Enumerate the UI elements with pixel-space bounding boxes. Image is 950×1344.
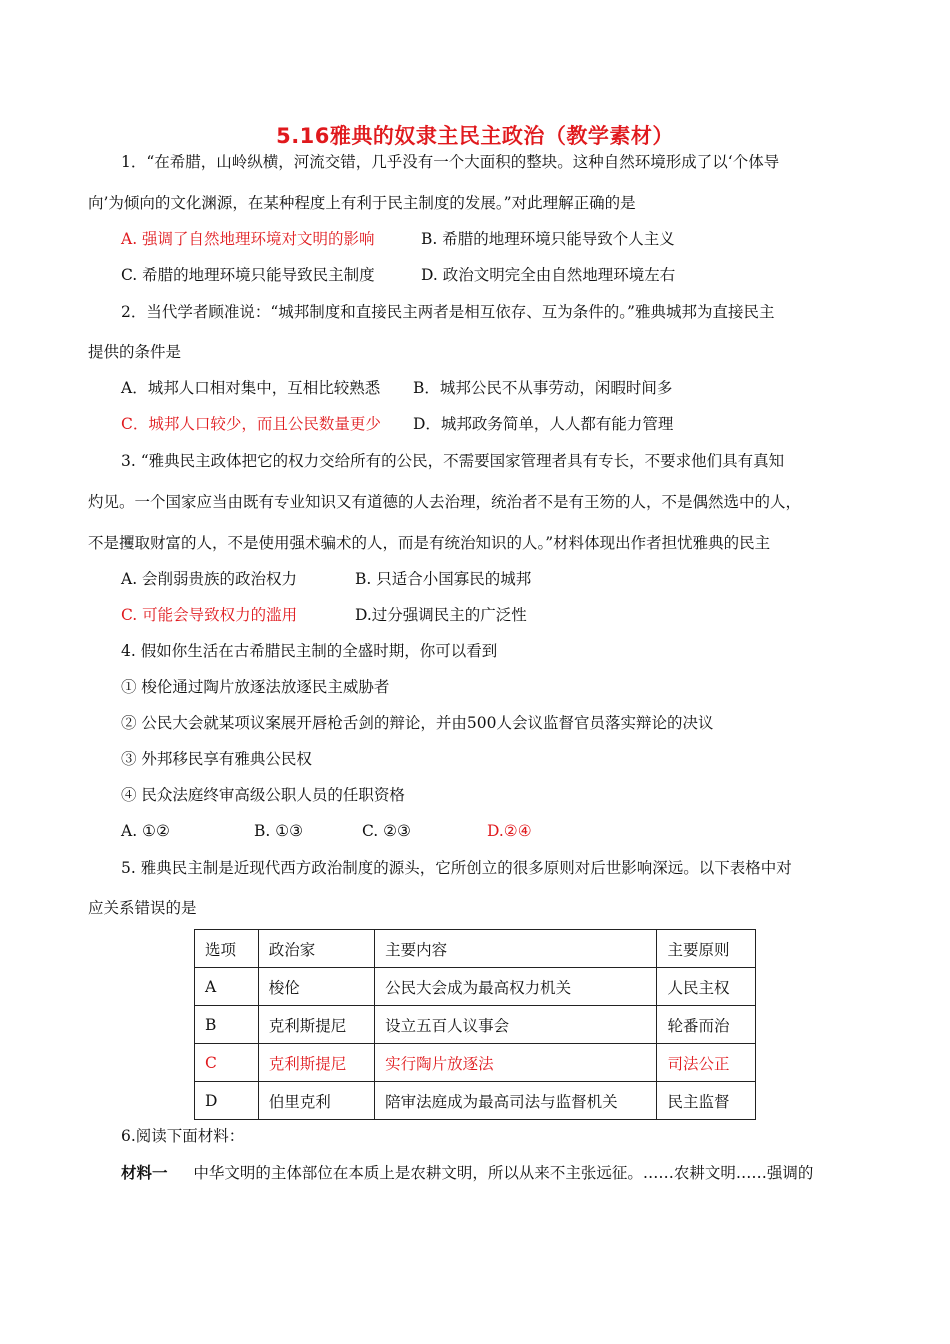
table-cell: 克利斯提尼 (258, 1006, 374, 1044)
q6-material-line (121, 1163, 813, 1183)
table-row (195, 968, 756, 1006)
table-cell: D (195, 1082, 259, 1120)
q4-item-1: ① 梭伦通过陶片放逐法放逐民主威胁者 (121, 678, 390, 696)
table-header-cell: 政治家 (258, 930, 374, 968)
table-cell: 实行陶片放逐法 (375, 1044, 657, 1082)
q1-stem-line-2: 向’为倾向的文化渊源，在某种程度上有利于民主制度的发展。”对此理解正确的是 (88, 194, 636, 212)
table-cell: 梭伦 (258, 968, 374, 1006)
q4-stem: 4. 假如你生活在古希腊民主制的全盛时期，你可以看到 (121, 642, 498, 660)
table-cell: 司法公正 (657, 1044, 756, 1082)
q2-option-d: D．城邦政务简单，人人都有能力管理 (413, 415, 674, 433)
q4-option-d: D.②④ (487, 822, 532, 840)
table-cell: 轮番而治 (657, 1006, 756, 1044)
table-cell: 公民大会成为最高权力机关 (375, 968, 657, 1006)
document-title: 5.16雅典的奴隶主民主政治（教学素材） (276, 124, 674, 148)
q1-stem-line-1: 1．“在希腊，山岭纵横，河流交错，几乎没有一个大面积的整块。这种自然环境形成了以‘个体导 (121, 153, 780, 171)
table-cell: 克利斯提尼 (258, 1044, 374, 1082)
q3-option-d: D.过分强调民主的广泛性 (355, 606, 527, 624)
material-label: 材料一 (121, 1164, 168, 1182)
q3-stem-line-3: 不是攫取财富的人，不是使用强术骗术的人，而是有统治知识的人。”材料体现出作者担忧雅典的民主 (88, 534, 771, 552)
table-header-cell: 主要内容 (375, 930, 657, 968)
table-cell: 设立五百人议事会 (375, 1006, 657, 1044)
q5-stem-line-2: 应关系错误的是 (88, 899, 197, 917)
table-cell: A (195, 968, 259, 1006)
table-row (195, 1082, 756, 1120)
material-text: 中华文明的主体部位在本质上是农耕文明，所以从来不主张远征。……农耕文明……强调的 (193, 1164, 814, 1182)
q3-stem-line-2: 灼见。一个国家应当由既有专业知识又有道德的人去治理，统治者不是有王笏的人，不是偶然选中的人， (88, 493, 802, 511)
q3-stem-line-1: 3. “雅典民主政体把它的权力交给所有的公民，不需要国家管理者具有专长，不要求他们具有真知 (121, 452, 785, 470)
q2-option-a: A．城邦人口相对集中，互相比较熟悉 (121, 379, 381, 397)
q2-stem-line-1: 2．当代学者顾准说：“城邦制度和直接民主两者是相互依存、互为条件的。”雅典城邦为直接民主 (121, 303, 775, 321)
table-cell: 民主监督 (657, 1082, 756, 1120)
table-cell: 人民主权 (657, 968, 756, 1006)
q1-option-d: D. 政治文明完全由自然地理环境左右 (421, 266, 676, 284)
table-header-cell: 选项 (195, 930, 259, 968)
q5-stem-line-1: 5. 雅典民主制是近现代西方政治制度的源头，它所创立的很多原则对后世影响深远。以下表格中对 (121, 859, 792, 877)
q2-stem-line-2: 提供的条件是 (88, 343, 182, 361)
statesmen-table (194, 929, 756, 1120)
q1-option-b: B. 希腊的地理环境只能导致个人主义 (421, 230, 675, 248)
q4-option-c: C. ②③ (362, 822, 411, 840)
table-row (195, 1006, 756, 1044)
q3-option-c: C. 可能会导致权力的滥用 (121, 606, 298, 624)
q1-option-a: A. 强调了自然地理环境对文明的影响 (121, 230, 375, 248)
table-header-cell: 主要原则 (657, 930, 756, 968)
q2-option-c: C．城邦人口较少，而且公民数量更少 (121, 415, 381, 433)
table-cell: 伯里克利 (258, 1082, 374, 1120)
q4-item-3: ③ 外邦移民享有雅典公民权 (121, 750, 312, 768)
q4-option-a: A. ①② (121, 822, 170, 840)
q4-item-2: ② 公民大会就某项议案展开唇枪舌剑的辩论，并由500人会议监督官员落实辩论的决议 (121, 714, 714, 732)
table-cell: B (195, 1006, 259, 1044)
q3-option-b: B. 只适合小国寡民的城邦 (355, 570, 532, 588)
table-header-row (195, 930, 756, 968)
q1-option-c: C. 希腊的地理环境只能导致民主制度 (121, 266, 375, 284)
q4-item-4: ④ 民众法庭终审高级公职人员的任职资格 (121, 786, 405, 804)
q3-option-a: A. 会削弱贵族的政治权力 (121, 570, 298, 588)
table-cell: 陪审法庭成为最高司法与监督机关 (375, 1082, 657, 1120)
q4-option-b: B. ①③ (254, 822, 304, 840)
q6-stem: 6.阅读下面材料： (121, 1127, 245, 1145)
table-row-answer (195, 1044, 756, 1082)
q2-option-b: B．城邦公民不从事劳动，闲暇时间多 (413, 379, 673, 397)
table-cell: C (195, 1044, 259, 1082)
